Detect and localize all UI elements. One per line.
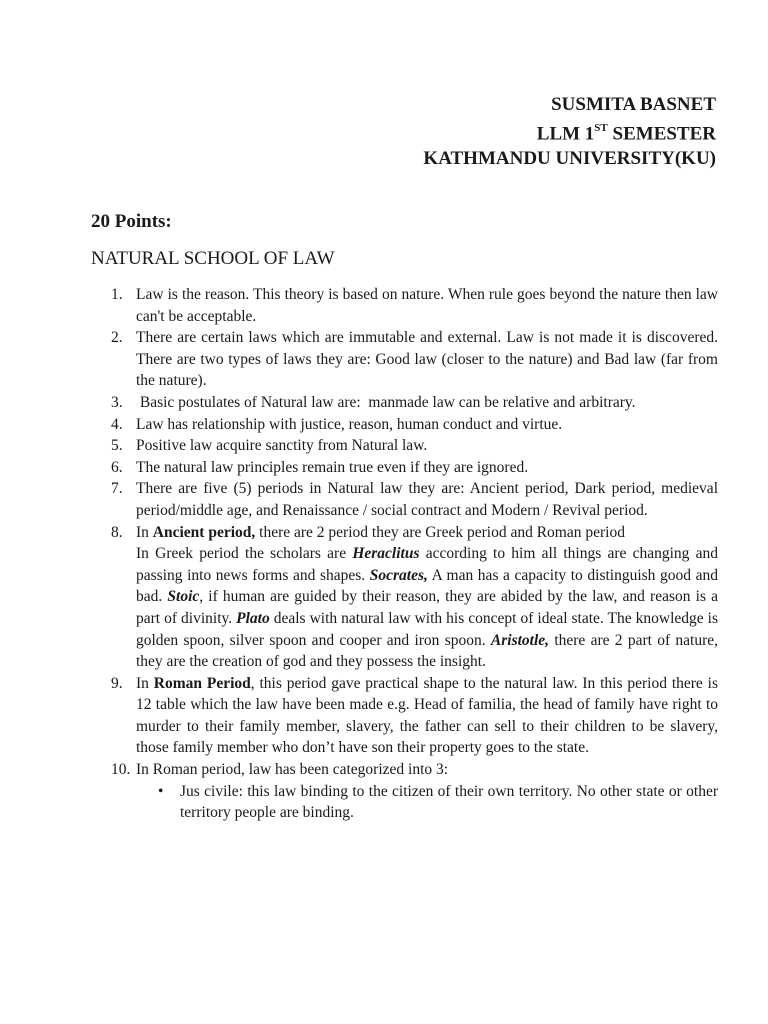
text-run: In Greek period the scholars are — [136, 545, 353, 563]
list-item — [91, 478, 718, 521]
item-number: 7. — [111, 480, 123, 498]
points-heading: 20 Points: — [91, 211, 172, 232]
list-item — [91, 435, 718, 457]
text-run: there are 2 period they are Greek period and Roman period — [255, 523, 625, 541]
item-number: 5. — [111, 437, 123, 455]
item-text: In Roman period, law has been categorized into 3: — [136, 761, 449, 779]
scholar-stoic: Stoic — [167, 588, 200, 606]
item-text: There are certain laws which are immutable and external. Law is not made it is discovered. There are two types of laws they are: Good law (closer to the nature) and Bad law (far from the nature). — [136, 329, 718, 390]
university-name: KATHMANDU UNIVERSITY(KU) — [423, 148, 716, 170]
item-text: Basic postulates of Natural law are: manmade law can be relative and arbitrary. — [136, 393, 636, 411]
item-number: 3. — [111, 393, 123, 411]
list-item — [91, 522, 718, 673]
author-name: SUSMITA BASNET — [551, 94, 716, 115]
scholar-plato: Plato — [236, 609, 270, 627]
list-item — [91, 457, 718, 479]
text-run: according to him all things are changing and passing into news forms and shapes. — [136, 545, 719, 584]
program-line — [423, 117, 716, 146]
item-text: Law has relationship with justice, reason, human conduct and virtue. — [136, 415, 563, 433]
list-item — [91, 327, 718, 392]
item-text: Law is the reason. This theory is based on nature. When rule goes beyond the nature then law can't be acceptable. — [136, 286, 718, 325]
sub-list — [136, 781, 718, 824]
list-item — [91, 759, 718, 824]
sub-list-item — [136, 781, 718, 824]
text-run: In — [136, 674, 154, 692]
item-number: 4. — [111, 415, 123, 433]
list-item — [91, 392, 718, 414]
section-title: NATURAL SCHOOL OF LAW — [91, 248, 335, 269]
term-ancient-period: Ancient period, — [152, 523, 256, 541]
bullet-icon: • — [158, 782, 164, 800]
item-number: 2. — [111, 329, 123, 347]
program-superscript: ST — [594, 122, 608, 134]
program-suffix: SEMESTER — [607, 123, 716, 145]
item-text: The natural law principles remain true even if they are ignored. — [136, 458, 529, 476]
item-number: 9. — [111, 674, 123, 692]
text-run: , this period gave practical shape to the natural law. In this period there is 12 table which the law have been made e.g. Head of familia, the head of family have right to murder to their family member, slavery, the father can sell to their children to be slavery, those family member who don’t have son their property goes to the state. — [136, 674, 718, 757]
author-header — [423, 92, 716, 171]
text-run: there are 2 part of nature, they are the creation of god and they possess the insight. — [136, 631, 718, 671]
item-number: 6. — [111, 458, 123, 476]
term-roman-period: Roman Period — [153, 674, 251, 692]
text-run: In — [136, 523, 153, 541]
program-prefix: LLM 1 — [536, 123, 595, 145]
item-text — [136, 524, 718, 671]
item-number: 10. — [111, 761, 131, 779]
item-text — [136, 675, 718, 757]
sub-item-text: Jus civile: this law binding to the citizen of their own territory. No other state or other territory people are binding. — [180, 782, 718, 822]
points-list — [91, 284, 718, 824]
item-text: There are five (5) periods in Natural law they are: Ancient period, Dark period, medieval period/middle age, and Renaissance / social contract and Modern / Revival period. — [136, 480, 718, 519]
list-item — [91, 284, 718, 327]
list-item — [91, 673, 718, 759]
text-run: A man has a capacity to distinguish good and bad. — [136, 566, 718, 606]
scholar-socrates: Socrates, — [369, 566, 428, 584]
scholar-aristotle: Aristotle, — [490, 631, 550, 649]
list-item — [91, 414, 718, 436]
item-number: 1. — [111, 286, 123, 303]
item-number: 8. — [111, 523, 123, 541]
item-text: Positive law acquire sanctity from Natural law. — [136, 437, 428, 455]
text-run: , if human are guided by their reason, they are abided by the law, and reason is a part of divinity. — [136, 588, 718, 627]
scholar-heraclitus: Heraclitus — [352, 545, 420, 563]
text-run: deals with natural law with his concept of ideal state. The knowledge is golden spoon, silver spoon and cooper and iron spoon. — [136, 609, 718, 649]
